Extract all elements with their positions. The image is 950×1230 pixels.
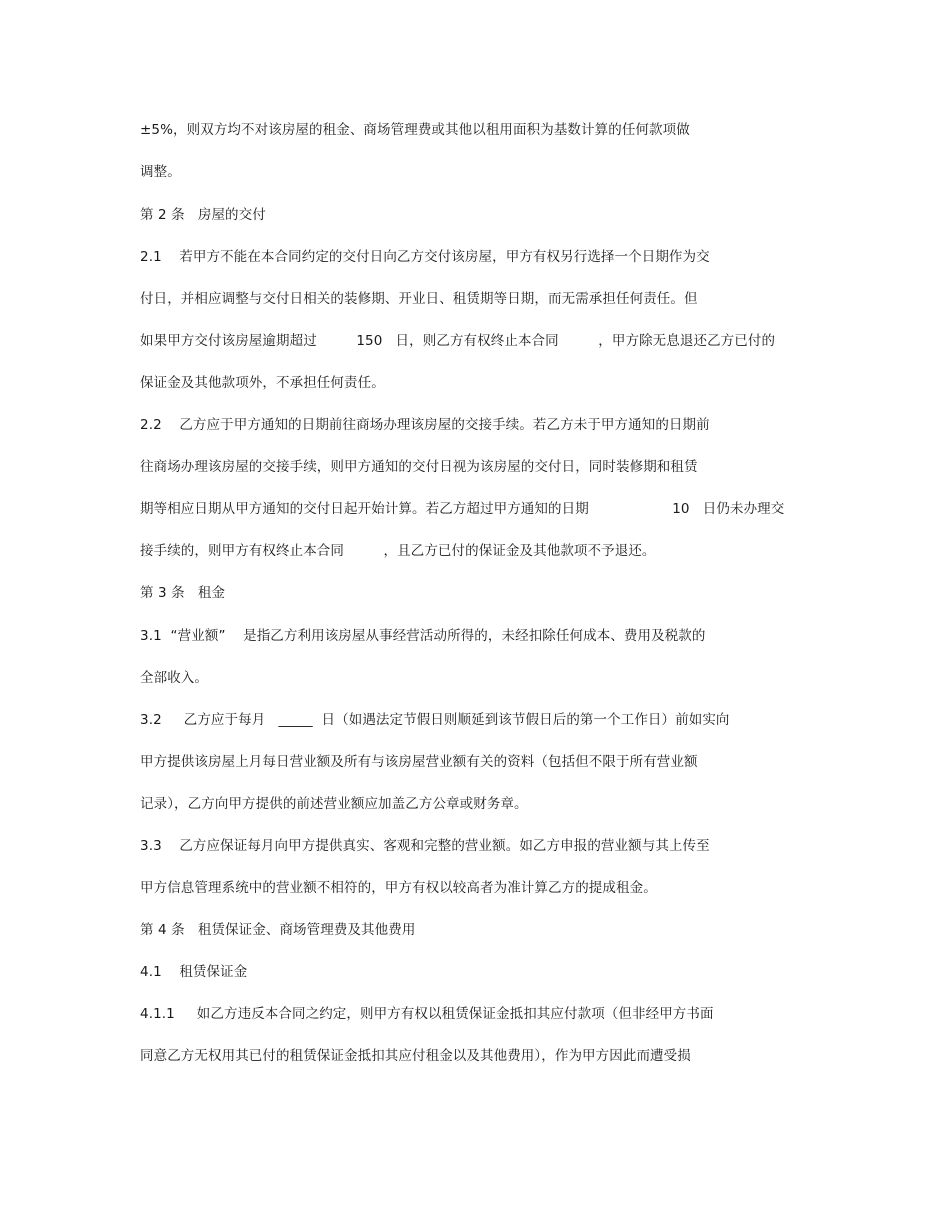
text-line — [140, 837, 710, 855]
line-text: 调整。 — [140, 164, 181, 180]
text-line — [140, 963, 247, 981]
section-heading — [140, 921, 415, 939]
line-text: 同意乙方无权用其已付的租赁保证金抵扣其应付租金以及其他费用），作为甲方因此而遭受损 — [140, 1048, 691, 1064]
line-text: 期等相应日期从甲方通知的交付日起开始计算。若乙方超过甲方通知的日期 10 日仍未办理交 — [140, 501, 785, 517]
text-line — [140, 627, 706, 645]
text-line — [140, 542, 656, 560]
text-line — [140, 500, 784, 518]
text-line — [140, 163, 181, 181]
line-text: 4.1.1 如乙方违反本合同之约定，则甲方有权以租赁保证金抵扣其应付款项（但非经甲方书面 — [140, 1006, 714, 1022]
line-text: 接手续的，则甲方有权终止本合同 ，且乙方已付的保证金及其他款项不予退还。 — [140, 543, 656, 559]
section-heading — [140, 584, 225, 602]
line-text: 保证金及其他款项外，不承担任何责任。 — [140, 375, 385, 391]
line-text: 3.3 乙方应保证每月向甲方提供真实、客观和完整的营业额。如乙方申报的营业额与其上传至 — [140, 838, 710, 854]
text-line — [140, 879, 657, 897]
line-text: 第 3 条 租金 — [140, 585, 226, 601]
text-line — [140, 795, 528, 813]
text-line — [140, 248, 710, 266]
line-text: 往商场办理该房屋的交接手续，则甲方通知的交付日视为该房屋的交付日，同时装修期和租赁 — [140, 459, 698, 475]
text-line — [140, 458, 698, 476]
line-text: 记录），乙方向甲方提供的前述营业额应加盖乙方公章或财务章。 — [140, 796, 528, 812]
line-text: 全部收入。 — [140, 670, 208, 686]
text-line — [140, 290, 698, 308]
line-text: 甲方信息管理系统中的营业额不相符的，甲方有权以较高者为准计算乙方的提成租金。 — [140, 880, 657, 896]
line-text: 如果甲方交付该房屋逾期超过 150 日，则乙方有权终止本合同 ，甲方除无息退还乙方已付的 — [140, 333, 776, 349]
text-line — [140, 332, 775, 350]
line-text: 4.1 租赁保证金 — [140, 964, 248, 980]
line-text: 3.2 乙方应于每月 _____ 日（如遇法定节假日则顺延到该节假日后的第一个工作日）前如实向 — [140, 712, 730, 728]
text-line — [140, 121, 690, 139]
line-text: 3.1 “营业额” 是指乙方利用该房屋从事经营活动所得的，未经扣除任何成本、费用及税款的 — [140, 628, 706, 644]
line-text: 第 2 条 房屋的交付 — [140, 207, 266, 223]
section-heading — [140, 206, 266, 224]
text-line — [140, 374, 385, 392]
text-line — [140, 711, 730, 729]
text-line — [140, 1005, 714, 1023]
line-text: 甲方提供该房屋上月每日营业额及所有与该房屋营业额有关的资料（包括但不限于所有营业额 — [140, 754, 698, 770]
line-text: 2.1 若甲方不能在本合同约定的交付日向乙方交付该房屋，甲方有权另行选择一个日期作为交 — [140, 249, 710, 265]
text-line — [140, 416, 710, 434]
text-line — [140, 1047, 691, 1065]
line-text: 第 4 条 租赁保证金、商场管理费及其他费用 — [140, 922, 416, 938]
text-line — [140, 669, 208, 687]
line-text: 2.2 乙方应于甲方通知的日期前往商场办理该房屋的交接手续。若乙方未于甲方通知的日期前 — [140, 417, 710, 433]
text-line — [140, 753, 698, 771]
line-text: 付日，并相应调整与交付日相关的装修期、开业日、租赁期等日期，而无需承担任何责任。但 — [140, 291, 698, 307]
line-text: ±5%，则双方均不对该房屋的租金、商场管理费或其他以租用面积为基数计算的任何款项做 — [140, 122, 690, 138]
